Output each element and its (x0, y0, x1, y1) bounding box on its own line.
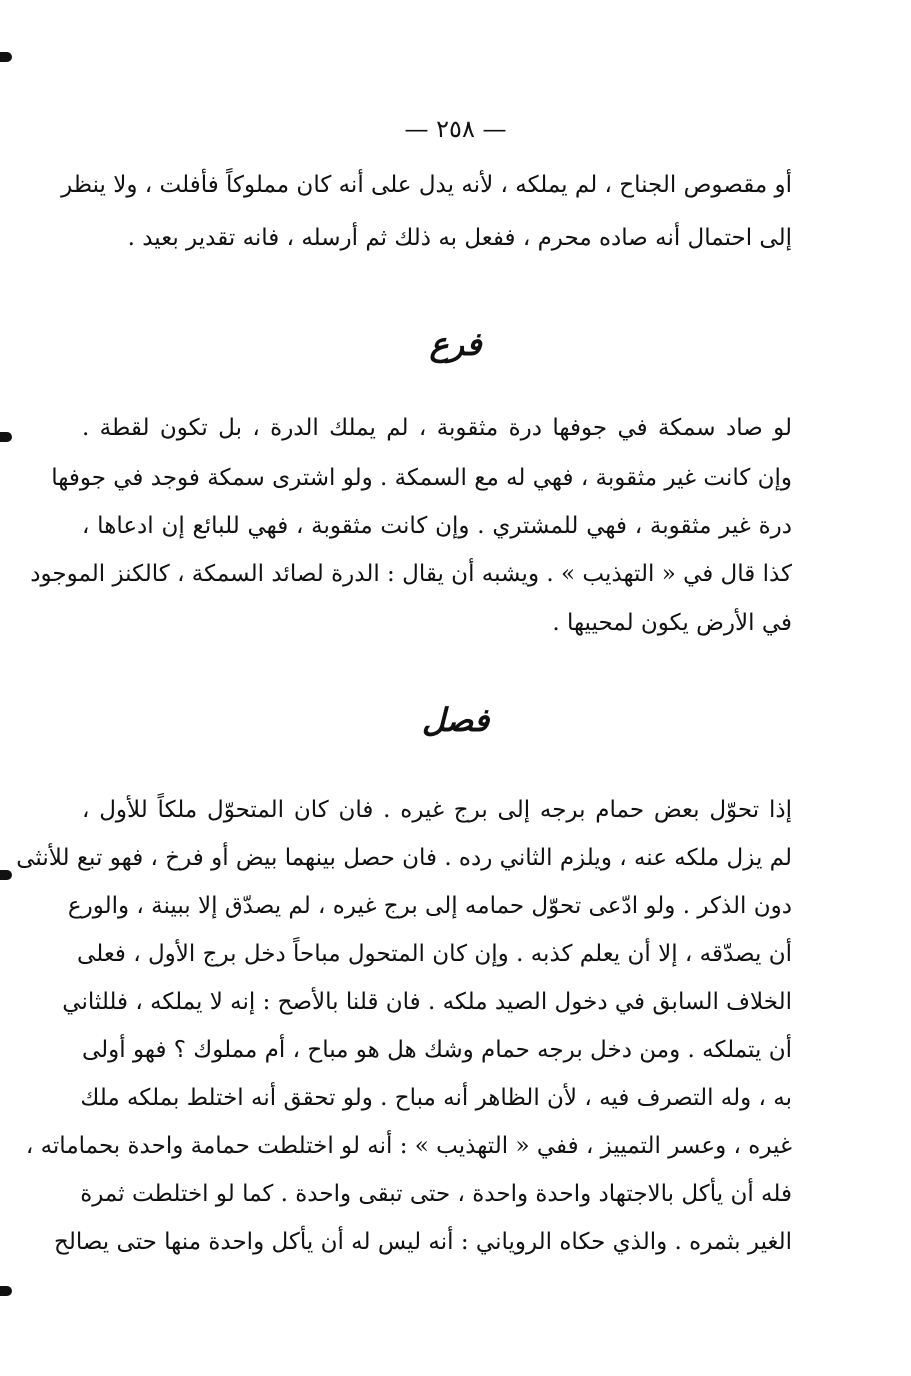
margin-mark (0, 432, 12, 442)
text-line: أو مقصوص الجناح ، لم يملكه ، لأنه يدل على أنه كان مملوكاً فأفلت ، ولا ينظر (61, 172, 792, 198)
text-line: أن يتملكه . ومن دخل برجه حمام وشك هل هو مباح ، أم مملوك ؟ فهو أولى (82, 1037, 792, 1063)
text-line: الغير بثمره . والذي حكاه الروياني : أنه ليس له أن يأكل واحدة منها حتى يصالح (54, 1229, 792, 1255)
text-line: وإن كانت غير مثقوبة ، فهي له مع السمكة . ولو اشترى سمكة فوجد في جوفها (51, 465, 792, 491)
text-line: فله أن يأكل بالاجتهاد واحدة واحدة ، حتى تبقى واحدة . كما لو اختلطت ثمرة (80, 1181, 792, 1207)
text-line: لم يزل ملكه عنه ، ويلزم الثاني رده . فان حصل بينهما بيض أو فرخ ، فهو تبع للأنثى (16, 845, 792, 871)
margin-mark (0, 870, 12, 880)
text-line: لو صاد سمكة في جوفها درة مثقوبة ، لم يملك الدرة ، بل تكون لقطة . (82, 415, 792, 441)
text-line: إذا تحوّل بعض حمام برجه إلى برج غيره . فان كان المتحوّل ملكاً للأول ، (82, 797, 792, 823)
text-line: دون الذكر . ولو ادّعى تحوّل حمامه إلى برج غيره ، لم يصدّق إلا ببينة ، والورع (67, 893, 792, 919)
text-line: غيره ، وعسر التمييز ، ففي « التهذيب » : أنه لو اختلطت حمامة واحدة بحماماته ، (25, 1133, 792, 1159)
text-line: كذا قال في « التهذيب » . ويشبه أن يقال : الدرة لصائد السمكة ، كالكنز الموجود (30, 561, 792, 587)
text-line: إلى احتمال أنه صاده محرم ، ففعل به ذلك ثم أرسله ، فانه تقدير بعيد . (127, 225, 792, 251)
text-line: أن يصدّقه ، إلا أن يعلم كذبه . وإن كان المتحول مباحاً دخل برج الأول ، فعلى (77, 941, 792, 967)
page-number: — ٢٥٨ — (404, 115, 507, 143)
text-line: في الأرض يكون لمحييها . (552, 610, 792, 636)
margin-mark (0, 1286, 12, 1296)
section-heading-fasl: فصل (421, 701, 490, 739)
text-line: الخلاف السابق في دخول الصيد ملكه . فان قلنا بالأصح : إنه لا يملكه ، فللثاني (62, 989, 792, 1015)
text-line: به ، وله التصرف فيه ، لأن الظاهر أنه مباح . ولو تحقق أنه اختلط بملكه ملك (80, 1085, 792, 1111)
section-heading-far: فرع (429, 325, 482, 363)
text-line: درة غير مثقوبة ، فهي للمشتري . وإن كانت مثقوبة ، فهي للبائع إن ادعاها ، (82, 513, 792, 539)
margin-mark (0, 52, 12, 62)
